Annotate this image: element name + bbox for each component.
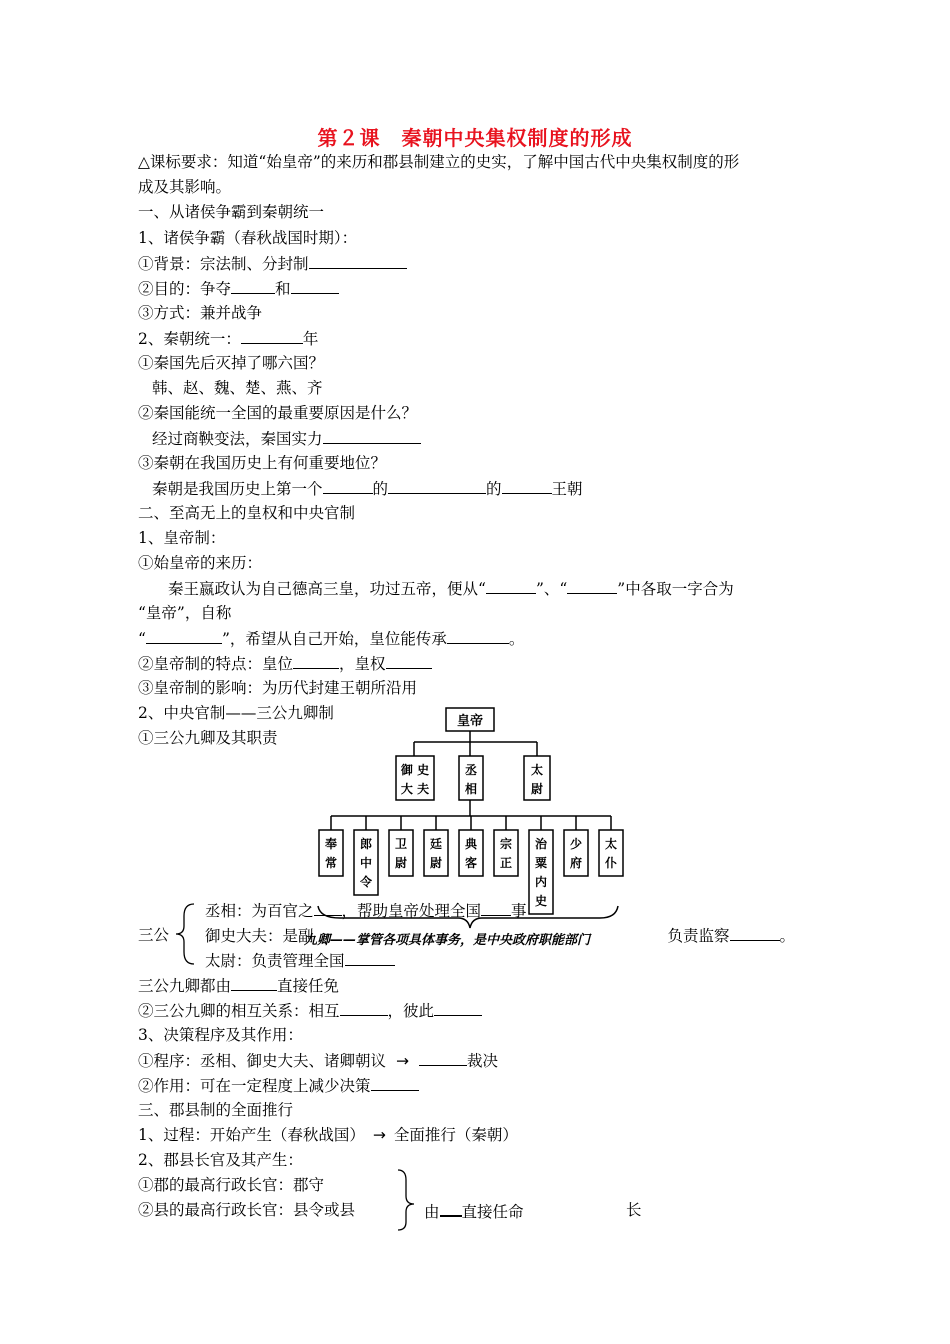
text-line bbox=[138, 975, 339, 996]
fill-blank[interactable] bbox=[419, 1050, 467, 1066]
chengxiang-label-2: 相 bbox=[464, 782, 478, 796]
jiuqing-note: 九卿——掌管各项具体事务，是中央政府职能部门 bbox=[304, 933, 591, 948]
text-line bbox=[205, 900, 527, 921]
jiuqing-box bbox=[494, 830, 518, 876]
sangong-label: 三公 bbox=[138, 926, 170, 944]
jiuqing-box bbox=[389, 830, 413, 876]
section-heading: 三、郡县制的全面推行 bbox=[138, 1101, 294, 1119]
junxian-brace bbox=[398, 1170, 414, 1230]
section-heading: 二、至高无上的皇权和中央官制 bbox=[138, 504, 356, 522]
text: ，帮助皇帝处理全国 bbox=[341, 902, 482, 920]
sangong-brace bbox=[176, 904, 194, 964]
jiuqing-box bbox=[564, 830, 588, 876]
text-line: 成及其影响。 bbox=[138, 178, 232, 196]
jiuqing-char: 卫 bbox=[394, 837, 408, 851]
arrow-icon: → bbox=[396, 1052, 410, 1070]
text: 年 bbox=[302, 330, 319, 348]
jiuqing-char: 中 bbox=[359, 856, 373, 870]
jiuqing-char: 宗 bbox=[499, 837, 513, 851]
text: ”、“ bbox=[535, 580, 568, 598]
taiwei-label-2: 尉 bbox=[530, 782, 544, 796]
text-line: ③方式：兼并战争 bbox=[138, 304, 263, 322]
text-line: ②秦国能统一全国的最重要原因是什么？ bbox=[138, 404, 418, 422]
jiuqing-char: 粟 bbox=[534, 856, 548, 870]
text: ”中各取一字合为 bbox=[617, 580, 734, 598]
fill-blank[interactable] bbox=[730, 925, 780, 941]
jiuqing-char: 正 bbox=[499, 856, 513, 870]
text-line: 2、中央官制——三公九卿制 bbox=[138, 704, 334, 722]
text-line: 2、郡县长官及其产生： bbox=[138, 1151, 303, 1169]
text-line bbox=[138, 1125, 518, 1145]
text-line: 长 bbox=[626, 1201, 642, 1219]
fill-blank[interactable] bbox=[371, 1075, 419, 1091]
text: 太尉：负责管理全国 bbox=[205, 952, 345, 970]
text: 秦朝是我国历史上第一个 bbox=[152, 480, 323, 498]
text: 裁决 bbox=[467, 1052, 499, 1070]
text: 直接任免 bbox=[277, 977, 340, 995]
jiuqing-box bbox=[424, 830, 448, 876]
text: ②皇帝制的特点：皇位 bbox=[138, 655, 294, 673]
text-line bbox=[138, 1000, 482, 1021]
jiuqing-char: 史 bbox=[534, 894, 548, 908]
yushi-label-1: 御 史 bbox=[400, 763, 430, 777]
jiuqing-char: 典 bbox=[464, 837, 478, 851]
taiwei-label-1: 太 bbox=[530, 763, 544, 777]
text: 秦王嬴政认为自己德高三皇，功过五帝，便从“ bbox=[168, 580, 486, 598]
text-line: 1、诸侯争霸（春秋战国时期）： bbox=[138, 229, 358, 247]
jiuqing-char: 客 bbox=[464, 856, 478, 870]
text: ②目的：争夺 bbox=[138, 280, 232, 298]
text: 的 bbox=[372, 480, 389, 498]
jiuqing-box bbox=[599, 830, 623, 876]
fill-blank[interactable] bbox=[440, 1200, 462, 1217]
jiuqing-char: 尉 bbox=[394, 856, 408, 870]
jiuqing-char: 治 bbox=[534, 837, 548, 851]
text-line: ①秦国先后灭掉了哪六国？ bbox=[138, 354, 325, 372]
text: 直接任命 bbox=[461, 1203, 524, 1221]
text-line: ①始皇帝的来历： bbox=[138, 554, 263, 572]
jiuqing-box bbox=[354, 830, 378, 895]
jiuqing-box bbox=[459, 830, 483, 876]
text: ②作用：可在一定程度上减少决策 bbox=[138, 1077, 371, 1095]
jiuqing-char: 太 bbox=[604, 837, 618, 851]
jiuqing-char: 府 bbox=[569, 856, 583, 870]
chengxiang-label-1: 丞 bbox=[464, 763, 478, 777]
jiuqing-box bbox=[529, 830, 553, 914]
yushi-label-2: 大 夫 bbox=[400, 782, 430, 796]
text: 。 bbox=[508, 630, 525, 648]
text-line: 1、皇帝制： bbox=[138, 529, 226, 547]
text: 经过商鞅变法，秦国实力 bbox=[152, 430, 323, 448]
text: ”，希望从自己开始，皇位能传承 bbox=[221, 630, 447, 648]
text: 由 bbox=[424, 1203, 440, 1221]
jiuqing-char: 仆 bbox=[604, 856, 618, 870]
text-line: ③皇帝制的影响：为历代封建王朝所沿用 bbox=[138, 679, 418, 697]
jiuqing-char: 奉 bbox=[324, 837, 338, 851]
text-line: ③秦朝在我国历史上有何重要地位？ bbox=[138, 454, 387, 472]
text: 事 bbox=[511, 902, 527, 920]
text-line: “皇帝”，自称 bbox=[138, 604, 232, 622]
text: ①背景：宗法制、分封制 bbox=[138, 255, 309, 273]
text-line bbox=[138, 1050, 498, 1071]
text: 丞相：为百官之 bbox=[205, 902, 314, 920]
arrow-icon: → bbox=[372, 1126, 386, 1144]
text-line: 御史大夫：是副 负责监察 。 bbox=[205, 927, 796, 945]
text: “ bbox=[138, 630, 146, 648]
fill-blank[interactable] bbox=[340, 1000, 388, 1016]
text: 全面推行（秦朝） bbox=[393, 1126, 518, 1144]
text-line: ②县的最高行政长官：县令或县 bbox=[138, 1201, 356, 1219]
jiuqing-char: 内 bbox=[534, 875, 548, 889]
page-title: 第２课 秦朝中央集权制度的形成 bbox=[317, 126, 633, 150]
text-line bbox=[424, 1200, 524, 1222]
text-line bbox=[138, 1075, 419, 1096]
text: 负责监察 bbox=[667, 927, 730, 945]
text: 三公九卿都由 bbox=[138, 977, 232, 995]
text: ①程序：丞相、御史大夫、诸卿朝议 bbox=[138, 1052, 387, 1070]
section-heading: 一、从诸侯争霸到秦朝统一 bbox=[138, 203, 325, 221]
text-line: ①三公九卿及其职责 bbox=[138, 729, 278, 747]
fill-blank[interactable] bbox=[314, 900, 342, 916]
text: 王朝 bbox=[551, 480, 583, 498]
text-line: △课标要求：知道“始皇帝”的来历和郡县制建立的史实，了解中国古代中央集权制度的形 bbox=[138, 153, 740, 171]
jiuqing-char: 常 bbox=[324, 856, 338, 870]
text-line: 韩、赵、魏、楚、燕、齐 bbox=[152, 379, 323, 397]
jiuqing-char: 少 bbox=[569, 837, 583, 851]
jiuqing-box bbox=[319, 830, 343, 876]
jiuqing-char: 郎 bbox=[359, 837, 373, 851]
fill-blank[interactable] bbox=[345, 950, 395, 966]
emperor-box bbox=[446, 708, 494, 731]
text: 1、过程：开始产生（春秋战国） bbox=[138, 1126, 365, 1144]
fill-blank[interactable] bbox=[231, 975, 277, 991]
sangong-boxes bbox=[396, 756, 550, 800]
fill-blank[interactable] bbox=[434, 1000, 482, 1016]
jiuqing-char: 令 bbox=[359, 875, 373, 889]
text: 御史大夫：是副 bbox=[205, 927, 314, 945]
text-line: 3、决策程序及其作用： bbox=[138, 1026, 303, 1044]
text: 2、秦朝统一： bbox=[138, 330, 241, 348]
text: ②三公九卿的相互关系：相互 bbox=[138, 1002, 340, 1020]
jiuqing-char: 廷 bbox=[429, 837, 443, 851]
text-line bbox=[205, 950, 395, 971]
text-line: ①郡的最高行政长官：郡守 bbox=[138, 1176, 325, 1194]
text: 的 bbox=[486, 480, 502, 498]
emperor-label: 皇帝 bbox=[456, 714, 484, 729]
text: 和 bbox=[275, 280, 291, 298]
text: ，皇权 bbox=[339, 655, 386, 673]
fill-blank[interactable] bbox=[481, 900, 511, 916]
text: ，彼此 bbox=[387, 1002, 435, 1020]
jiuqing-char: 尉 bbox=[429, 856, 443, 870]
